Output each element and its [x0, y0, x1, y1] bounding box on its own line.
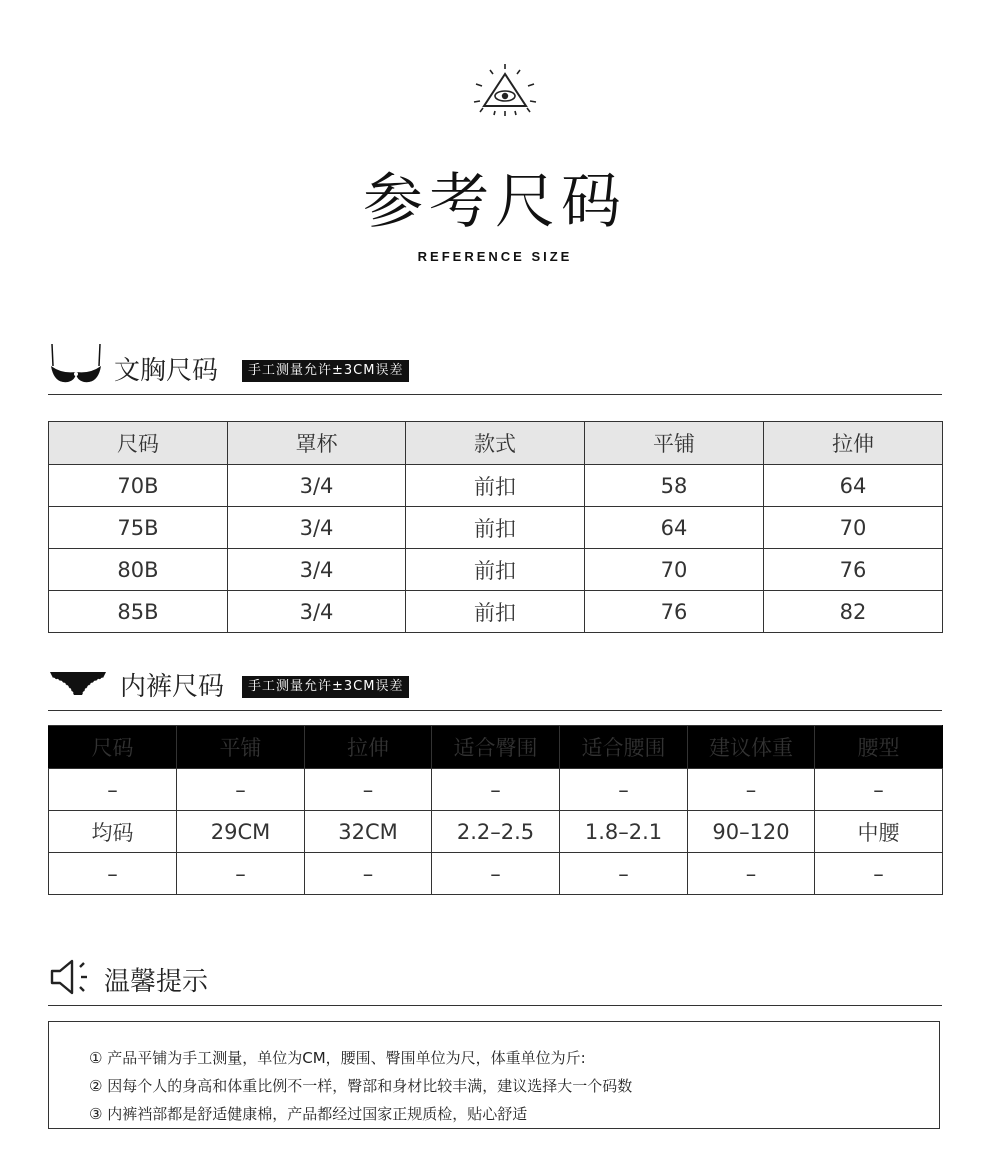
- table-cell: 90–120: [688, 811, 815, 853]
- table-cell: 3/4: [228, 591, 406, 633]
- list-item: ① 产品平铺为手工测量，单位为CM，腰围、臀围单位为尺，体重单位为斤:: [89, 1049, 586, 1067]
- panty-header-cell: 平铺: [177, 726, 305, 769]
- table-row: [49, 465, 943, 507]
- table-row: [49, 591, 943, 633]
- table-cell: 70B: [49, 465, 228, 507]
- panty-section-title: 内裤尺码: [120, 672, 225, 702]
- table-cell: –: [432, 853, 560, 895]
- bra-table-header-row: [49, 422, 943, 465]
- table-cell: 3/4: [228, 507, 406, 549]
- bra-section-title: 文胸尺码: [114, 356, 219, 386]
- panty-header-cell: 腰型: [815, 726, 943, 769]
- bra-header-cell: 拉伸: [764, 422, 943, 465]
- table-cell: 70: [764, 507, 943, 549]
- table-cell: 2.2–2.5: [432, 811, 560, 853]
- table-cell: 80B: [49, 549, 228, 591]
- list-item: ③ 内裤裆部都是舒适健康棉，产品都经过国家正规质检，贴心舒适: [89, 1105, 528, 1123]
- table-row: [49, 769, 943, 811]
- bra-tolerance-badge: 手工测量允许±3CM误差: [242, 360, 409, 382]
- table-cell: 前扣: [406, 591, 585, 633]
- table-cell: –: [560, 853, 688, 895]
- table-cell: 85B: [49, 591, 228, 633]
- table-cell: 均码: [49, 811, 177, 853]
- bra-header-cell: 罩杯: [228, 422, 406, 465]
- table-cell: –: [815, 769, 943, 811]
- table-cell: –: [177, 769, 305, 811]
- table-cell: –: [560, 769, 688, 811]
- table-cell: 70: [585, 549, 764, 591]
- table-cell: 58: [585, 465, 764, 507]
- panty-icon: [48, 668, 108, 698]
- table-cell: –: [49, 853, 177, 895]
- tips-box: [48, 1021, 940, 1129]
- table-cell: 29CM: [177, 811, 305, 853]
- table-cell: 3/4: [228, 465, 406, 507]
- table-row: [49, 507, 943, 549]
- table-cell: 1.8–2.1: [560, 811, 688, 853]
- panty-section-header: [48, 660, 942, 711]
- eye-triangle-icon: [470, 62, 540, 118]
- table-cell: 前扣: [406, 507, 585, 549]
- table-cell: –: [49, 769, 177, 811]
- panty-header-cell: 建议体重: [688, 726, 815, 769]
- speaker-icon: [48, 957, 92, 997]
- table-cell: 3/4: [228, 549, 406, 591]
- table-cell: –: [815, 853, 943, 895]
- panty-header-cell: 尺码: [49, 726, 177, 769]
- table-row: [49, 853, 943, 895]
- table-cell: –: [688, 769, 815, 811]
- table-cell: –: [432, 769, 560, 811]
- table-cell: 64: [764, 465, 943, 507]
- panty-header-cell: 适合腰围: [560, 726, 688, 769]
- list-item: ② 因每个人的身高和体重比例不一样，臀部和身材比较丰满，建议选择大一个码数: [89, 1077, 633, 1095]
- tips-section-title: 温馨提示: [104, 967, 209, 997]
- table-cell: –: [688, 853, 815, 895]
- table-cell: 82: [764, 591, 943, 633]
- bra-icon: [48, 342, 104, 386]
- bra-header-cell: 款式: [406, 422, 585, 465]
- page-title: 参考尺码: [363, 167, 627, 237]
- bra-header-cell: 平铺: [585, 422, 764, 465]
- table-cell: 前扣: [406, 465, 585, 507]
- table-cell: 76: [764, 549, 943, 591]
- table-cell: –: [305, 853, 432, 895]
- table-cell: 32CM: [305, 811, 432, 853]
- panty-tolerance-badge: 手工测量允许±3CM误差: [242, 676, 409, 698]
- bra-header-cell: 尺码: [49, 422, 228, 465]
- table-row: [49, 549, 943, 591]
- page-subtitle: REFERENCE SIZE: [417, 249, 573, 264]
- panty-header-cell: 拉伸: [305, 726, 432, 769]
- bra-section-header: [48, 344, 942, 395]
- table-cell: –: [177, 853, 305, 895]
- panty-header-cell: 适合臀围: [432, 726, 560, 769]
- bra-size-table: [48, 421, 943, 633]
- table-cell: 76: [585, 591, 764, 633]
- table-row: [49, 811, 943, 853]
- tips-list: [49, 1022, 939, 1128]
- table-cell: 64: [585, 507, 764, 549]
- table-cell: 75B: [49, 507, 228, 549]
- table-cell: –: [305, 769, 432, 811]
- tips-section-header: [48, 955, 942, 1006]
- panty-size-table: [48, 725, 943, 895]
- table-cell: 中腰: [815, 811, 943, 853]
- table-cell: 前扣: [406, 549, 585, 591]
- panty-table-header-row: [49, 726, 943, 769]
